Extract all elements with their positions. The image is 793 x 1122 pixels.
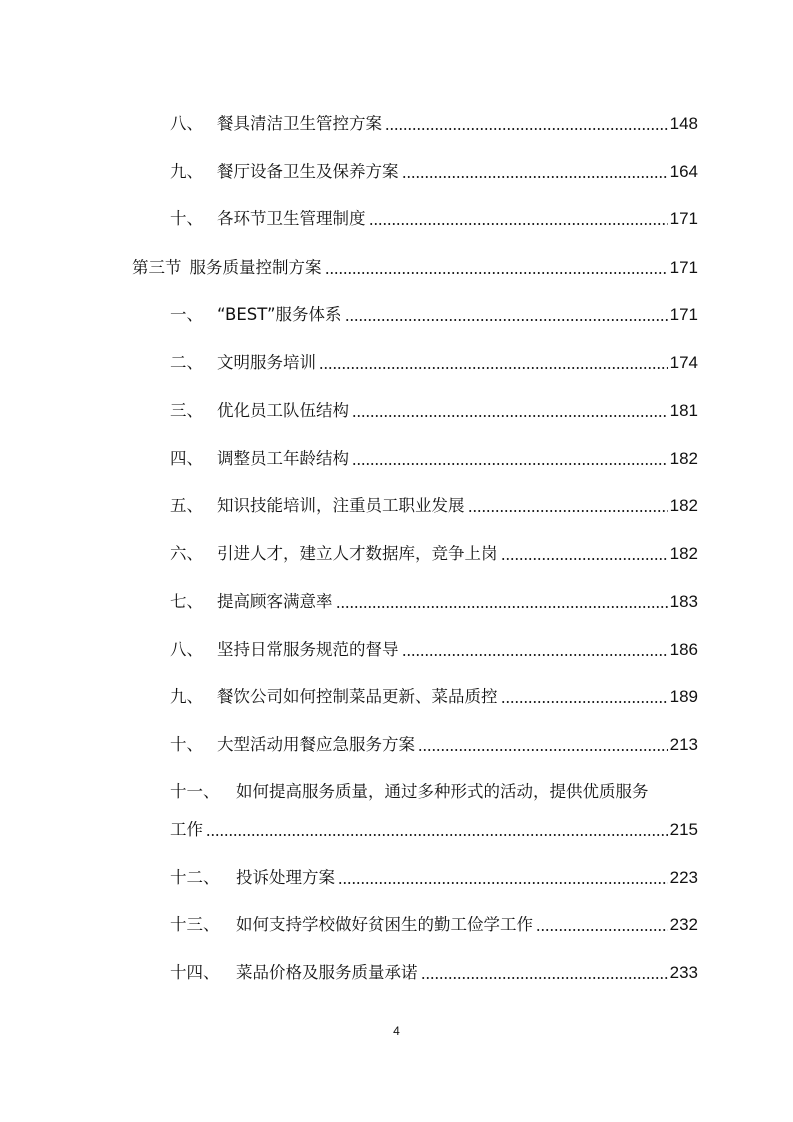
entry-number: 十四、 <box>170 963 220 982</box>
dot-leader <box>501 558 668 560</box>
entry-title: “BEST”服务体系 <box>217 305 342 324</box>
entry-page: 181 <box>669 401 698 420</box>
entry-page: 148 <box>669 114 698 133</box>
section-number: 第三节 <box>132 258 182 277</box>
entry-number: 九、 <box>170 162 203 181</box>
toc-entry[interactable] <box>170 112 698 136</box>
entry-title: 如何支持学校做好贫困生的勤工俭学工作 <box>236 915 533 934</box>
entry-page: 233 <box>669 963 698 982</box>
entry-title: 各环节卫生管理制度 <box>217 209 366 228</box>
entry-page: 232 <box>669 915 698 934</box>
entry-title: 如何提高服务质量，通过多种形式的活动，提供优质服务 <box>236 782 649 801</box>
entry-page: 171 <box>669 305 698 324</box>
dot-leader <box>501 701 668 703</box>
entry-number: 十、 <box>170 735 203 754</box>
toc-entry[interactable] <box>170 447 698 471</box>
toc-entry[interactable] <box>170 160 698 184</box>
dot-leader <box>402 176 668 178</box>
dot-leader <box>206 834 668 836</box>
entry-title: 餐饮公司如何控制菜品更新、菜品质控 <box>217 687 498 706</box>
dot-leader <box>352 415 668 417</box>
dot-leader <box>536 929 668 931</box>
entry-number: 十三、 <box>170 915 220 934</box>
entry-title: 调整员工年龄结构 <box>217 449 349 468</box>
entry-number: 十二、 <box>170 868 220 887</box>
entry-number: 十一、 <box>170 782 220 801</box>
entry-number: 四、 <box>170 449 203 468</box>
entry-title-cont: 工作 <box>170 820 203 839</box>
entry-number: 九、 <box>170 687 203 706</box>
entry-number: 二、 <box>170 353 203 372</box>
entry-title: 菜品价格及服务质量承诺 <box>236 963 418 982</box>
entry-title: 引进人才，建立人才数据库，竞争上岗 <box>217 544 498 563</box>
entry-page: 164 <box>669 162 698 181</box>
toc-entry[interactable] <box>170 399 698 423</box>
entry-number: 六、 <box>170 544 203 563</box>
entry-page: 182 <box>669 449 698 468</box>
entry-title: 优化员工队伍结构 <box>217 401 349 420</box>
toc-entry[interactable] <box>170 590 698 614</box>
entry-page: 186 <box>669 640 698 659</box>
entry-title: 投诉处理方案 <box>236 868 335 887</box>
entry-page: 182 <box>669 544 698 563</box>
dot-leader <box>385 128 668 130</box>
dot-leader <box>338 882 668 884</box>
dot-leader <box>336 606 668 608</box>
entry-page: 183 <box>669 592 698 611</box>
page-number: 4 <box>393 1024 400 1038</box>
toc-section-entry[interactable] <box>132 256 698 280</box>
toc-entry[interactable] <box>170 303 698 327</box>
dot-leader <box>319 367 668 369</box>
entry-title: 知识技能培训，注重员工职业发展 <box>217 496 465 515</box>
entry-page: 174 <box>669 353 698 372</box>
entry-number: 一、 <box>170 305 203 324</box>
entry-title: 坚持日常服务规范的督导 <box>217 640 399 659</box>
dot-leader <box>325 272 668 274</box>
entry-page: 182 <box>669 496 698 515</box>
toc-entry[interactable] <box>170 866 698 890</box>
toc-entry[interactable] <box>170 685 698 709</box>
entry-page: 213 <box>669 735 698 754</box>
toc-entry[interactable] <box>170 913 698 937</box>
entry-page: 171 <box>669 258 698 277</box>
dot-leader <box>421 977 668 979</box>
entry-number: 七、 <box>170 592 203 611</box>
entry-title: 餐厅设备卫生及保养方案 <box>217 162 399 181</box>
dot-leader <box>369 223 668 225</box>
dot-leader <box>468 510 668 512</box>
toc-entry[interactable] <box>170 542 698 566</box>
entry-title: 服务质量控制方案 <box>189 258 322 277</box>
entry-title: 餐具清洁卫生管控方案 <box>217 114 382 133</box>
entry-number: 八、 <box>170 114 203 133</box>
entry-page: 189 <box>669 687 698 706</box>
entry-title: 大型活动用餐应急服务方案 <box>217 735 415 754</box>
entry-page: 171 <box>669 209 698 228</box>
entry-title: 提高顾客满意率 <box>217 592 333 611</box>
dot-leader <box>418 749 668 751</box>
entry-first-line <box>170 780 698 804</box>
toc-entry[interactable] <box>170 961 698 985</box>
dot-leader <box>402 654 668 656</box>
entry-number: 十、 <box>170 209 203 228</box>
entry-number: 三、 <box>170 401 203 420</box>
dot-leader <box>345 319 668 321</box>
entry-continuation <box>170 818 698 842</box>
dot-leader <box>352 463 668 465</box>
entry-page: 215 <box>669 820 698 839</box>
entry-number: 五、 <box>170 496 203 515</box>
toc-entry[interactable] <box>170 207 698 231</box>
entry-title: 文明服务培训 <box>217 353 316 372</box>
toc-entry[interactable] <box>170 351 698 375</box>
toc-entry[interactable] <box>170 733 698 757</box>
entry-page: 223 <box>669 868 698 887</box>
entry-number: 八、 <box>170 640 203 659</box>
toc-entry[interactable] <box>170 494 698 518</box>
toc-entry[interactable] <box>170 638 698 662</box>
